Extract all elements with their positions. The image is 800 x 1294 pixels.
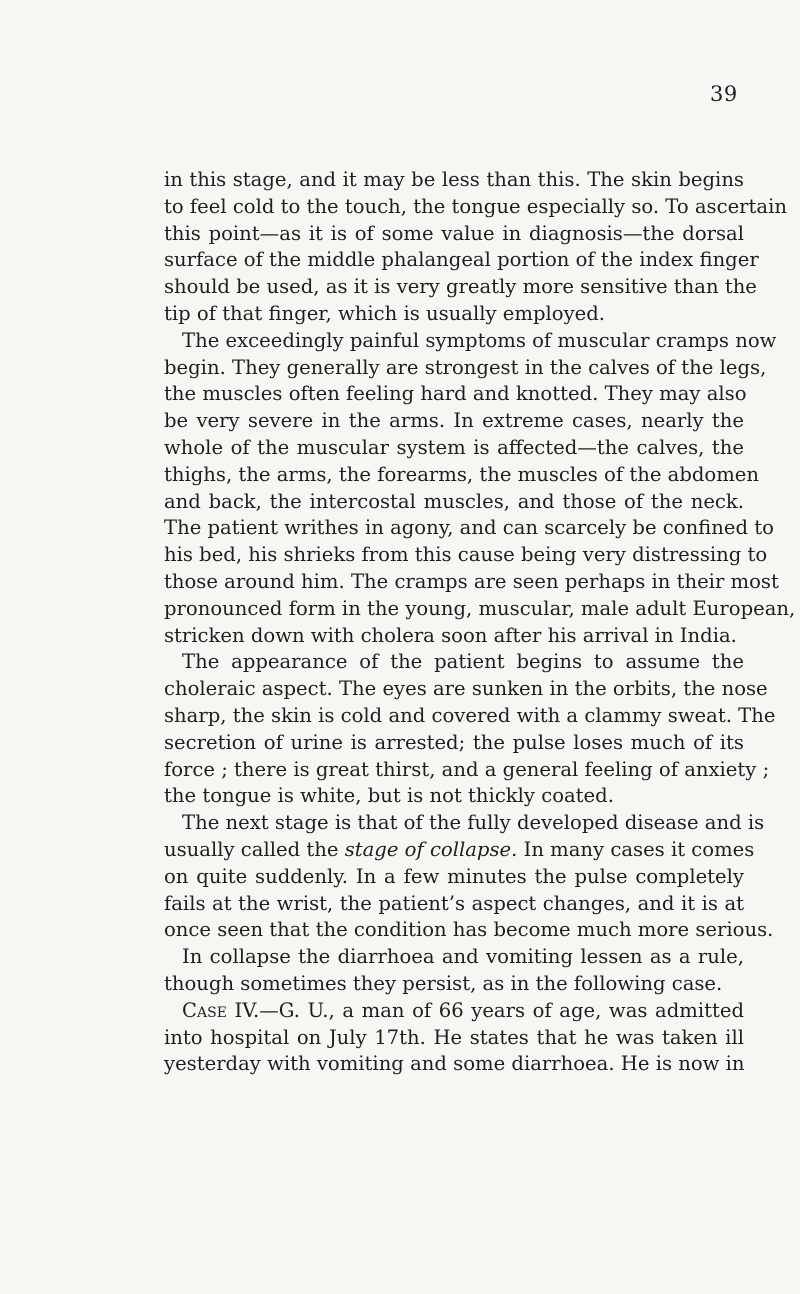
text-line: fails at the wrist, the patient’s aspect changes, and it is at: [164, 891, 744, 915]
text-line: choleraic aspect. The eyes are sunken in the orbits, the nose: [164, 677, 768, 701]
text-run: usually called the: [164, 837, 345, 861]
text-line: the tongue is white, but is not thickly coated.: [164, 784, 614, 808]
text-line: The exceedingly painful symptoms of muscular cramps now: [182, 328, 777, 352]
text-line: whole of the muscular system is affected—the calves, the: [164, 435, 744, 459]
text-line: be very severe in the arms. In extreme cases, nearly the: [164, 409, 744, 433]
text-line: [164, 837, 755, 864]
text-line: on quite suddenly. In a few minutes the pulse completely: [164, 864, 744, 888]
text-line: in this stage, and it may be less than this. The skin begins: [164, 168, 744, 191]
text-line: pronounced form in the young, muscular, male adult European,: [164, 596, 796, 620]
text-line: begin. They generally are strongest in the calves of the legs,: [164, 355, 767, 379]
text-line: [164, 998, 744, 1025]
text-line: to feel cold to the touch, the tongue especially so. To ascertain: [164, 194, 787, 218]
text-line: into hospital on July 17th. He states that he was taken ill: [164, 1025, 744, 1049]
body-text: [164, 167, 796, 1078]
text-run: In many cases it comes: [517, 837, 755, 861]
text-line: The next stage is that of the fully developed disease and is: [182, 811, 765, 835]
text-line: thighs, the arms, the forearms, the muscles of the abdomen: [164, 462, 759, 486]
text-line: In collapse the diarrhoea and vomiting lessen as a rule,: [182, 945, 744, 969]
italic-term: stage of collapse.: [344, 837, 518, 861]
text-line: stricken down with cholera soon after his arrival in India.: [164, 623, 737, 647]
text-line: and back, the intercostal muscles, and those of the neck.: [164, 489, 744, 513]
case-heading: Case IV.: [182, 998, 260, 1022]
text-line: force ; there is great thirst, and a general feeling of anxiety ;: [164, 757, 770, 781]
text-line: this point—as it is of some value in diagnosis—the dorsal: [164, 221, 744, 245]
text-line: The appearance of the patient begins to assume the: [182, 650, 744, 674]
text-line: sharp, the skin is cold and covered with a clammy sweat. The: [164, 703, 776, 727]
text-line: his bed, his shrieks from this cause being very distressing to: [164, 543, 768, 567]
text-line: once seen that the condition has become much more serious.: [164, 918, 774, 942]
text-line: the muscles often feeling hard and knotted. They may also: [164, 382, 747, 406]
text-run: —G. U., a man of 66 years of age, was admitted: [259, 998, 744, 1022]
text-line: though sometimes they persist, as in the following case.: [164, 971, 723, 995]
text-line: yesterday with vomiting and some diarrhoea. He is now in: [164, 1052, 745, 1076]
text-line: should be used, as it is very greatly more sensitive than the: [164, 275, 757, 299]
text-line: tip of that finger, which is usually employed.: [164, 301, 606, 325]
text-line: those around him. The cramps are seen perhaps in their most: [164, 569, 779, 593]
page-number: 39: [710, 82, 738, 106]
text-line: secretion of urine is arrested; the pulse loses much of its: [164, 730, 744, 754]
text-line: surface of the middle phalangeal portion of the index finger: [164, 248, 759, 272]
text-line: The patient writhes in agony, and can scarcely be confined to: [164, 516, 774, 540]
